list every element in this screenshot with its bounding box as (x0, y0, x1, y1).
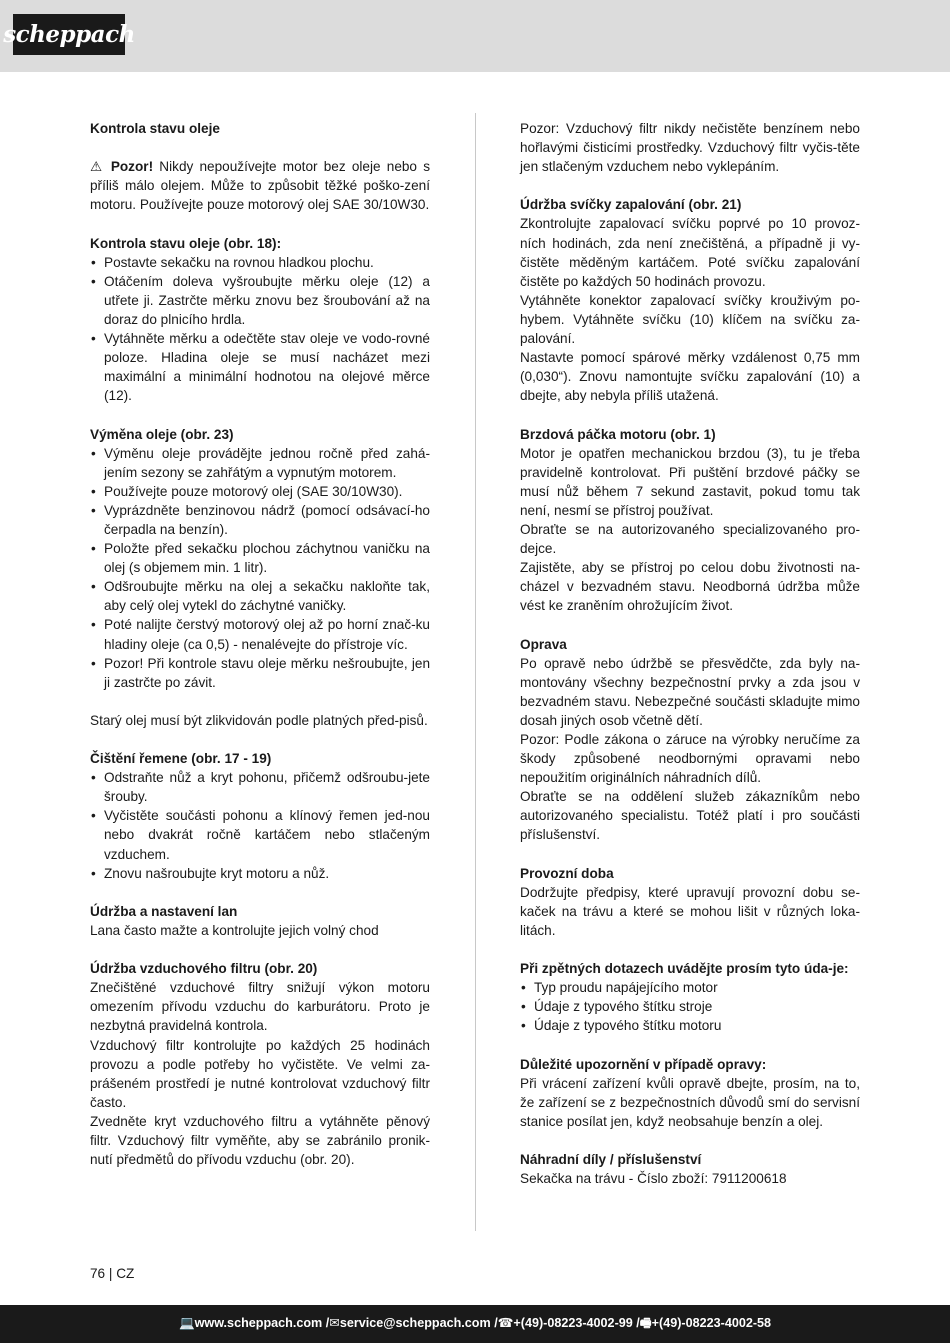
section-oil-check (90, 234, 430, 406)
list-item: • Otáčením doleva vyšroubujte měrku oleje (12) a utřete ji. Zastrčte měrku znovu bez šroubování až na doraz do plnicího hrdla. (90, 272, 430, 329)
footer-email[interactable]: service@scheppach.com / (339, 1316, 498, 1331)
scheppach-logo: scheppach (13, 14, 125, 55)
body-text: Při vrácení zařízení kvůli opravě dbejte, prosím, na to, že zařízení se z bezpečnostních důvodů smí do servisní stanice posílat jen, když neobsahuje benzín a olej. (520, 1075, 860, 1129)
body-text: Vytáhněte konektor zapalovací svíčky krouživým po-hybem. Vytáhněte svíčku (10) klíčem na svíčku za-palování. (520, 292, 860, 347)
fax-icon: 🖷 (639, 1316, 652, 1331)
bullet-list (90, 768, 430, 883)
body-text: Po opravě nebo údržbě se přesvědčte, zda byly na-montovány všechny bezpečnostní prvky a zda jsou v bezvadném stavu. Nebezpečné součásti skladujte mimo dosah jiných osob včetně dětí. (520, 655, 860, 728)
left-column (90, 119, 430, 1188)
body-text: Sekačka na trávu - Číslo zboží: 7911200618 (520, 1171, 787, 1187)
section-heading: Oprava (520, 636, 567, 652)
body-text: Pozor: Podle zákona o záruce na výrobky neručíme za škody způsobené neodbornými opravami nebo nepoužitím originálních náhradních dílů. (520, 732, 860, 786)
section-inquiries (520, 959, 860, 1035)
body-text: Vzduchový filtr kontrolujte po každých 25 hodinách provozu a podle potřeby ho vyčistěte. Ve velmi za-prášeném prostředí je nutné kontrolovat vzduchový filtr často. (90, 1037, 430, 1110)
body-text: Obraťte se na autorizovaného specializovaného pro-dejce. (520, 521, 860, 557)
section-oil-level (90, 119, 430, 138)
body-text: Pozor: Vzduchový filtr nikdy nečistěte benzínem nebo hořlavými čisticími prostředky. Vzduchový filtr vyčis-těte jen stlačeným vzduchem nebo vyklepáním. (520, 121, 860, 175)
section-heading: Provozní doba (520, 865, 614, 881)
page-number-value: 76 (90, 1266, 106, 1281)
bullet-list (90, 444, 430, 692)
section-heading: Náhradní díly / příslušenství (520, 1152, 702, 1168)
section-heading: Při zpětných dotazech uvádějte prosím tyto úda-je: (520, 961, 849, 977)
section-heading: Údržba a nastavení lan (90, 903, 238, 919)
list-item: • Odšroubujte měrku na olej a sekačku nakloňte tak, aby celý olej vytekl do záchytné vaničky. (90, 577, 430, 615)
section-heading: Brzdová páčka motoru (obr. 1) (520, 426, 716, 442)
header-band (0, 0, 950, 72)
section-heading: Kontrola stavu oleje (90, 121, 220, 136)
body-text: Nastavte pomocí spárové měrky vzdálenost 0,75 mm (0,030“). Znovu namontujte svíčku zapalování (10) a dbejte, aby nebyla příliš utažená. (520, 350, 860, 404)
body-text: Obraťte se na oddělení služeb zákazníkům nebo autorizovaného specialistu. Totéž platí i pro součásti příslušenství. (520, 789, 860, 843)
body-text: Znečištěné vzduchové filtry snižují výkon motoru omezením přívodu vzduchu do karburátoru. Proto je nezbytná pravidelná kontrola. (90, 980, 430, 1034)
warning-lead: Pozor! (110, 159, 154, 175)
right-column (520, 119, 860, 1207)
section-heading: Údržba vzduchového filtru (obr. 20) (90, 961, 318, 977)
list-item: • Znovu našroubujte kryt motoru a nůž. (90, 864, 430, 883)
section-brake-lever (520, 425, 860, 616)
body-text: Starý olej musí být zlikvidován podle platných před-pisů. (90, 712, 428, 728)
warning-paragraph (90, 157, 430, 214)
section-spare-parts (520, 1150, 860, 1188)
list-item: • Vytáhněte měrku a odečtěte stav oleje ve vodo-rovné poloze. Hladina oleje se musí nacházet mezi maximální a minimální hodnotou na olejové měrce (12). (90, 329, 430, 405)
section-operating-time (520, 864, 860, 940)
phone-icon: ☎ (497, 1316, 514, 1331)
list-item: • Výměnu oleje provádějte jednou ročně před zahá-jením sezony se zahřátým a vypnutým motorem. (90, 444, 430, 482)
section-oil-disposal (90, 711, 430, 730)
column-divider (475, 113, 476, 1231)
section-heading: Důležité upozornění v případě opravy: (520, 1056, 767, 1072)
footer-contact-bar (0, 1305, 950, 1343)
list-item: • Postavte sekačku na rovnou hladkou plochu. (90, 253, 430, 272)
bullet-list (520, 978, 860, 1035)
page-number-separator: | (108, 1266, 113, 1281)
section-oil-change (90, 425, 430, 692)
list-item: • Typ proudu napájejícího motor (520, 978, 860, 997)
warning-text: Nikdy nepoužívejte motor bez oleje nebo s příliš málo olejem. Může to způsobit těžké poško-zení motoru. Používejte pouze motorový olej SAE 30/10W30. (90, 159, 430, 213)
list-item: • Odstraňte nůž a kryt pohonu, přičemž odšroubu-jete šrouby. (90, 768, 430, 806)
list-item: • Pozor! Při kontrole stavu oleje měrku nešroubujte, jen ji zastrčte po závit. (90, 654, 430, 692)
computer-icon: 💻 (178, 1316, 195, 1331)
body-text: Lana často mažte a kontrolujte jejich volný chod (90, 922, 379, 938)
list-item: • Vyprázdněte benzinovou nádrž (pomocí odsávací-ho čerpadla na benzín). (90, 501, 430, 539)
footer-fax: +(49)-08223-4002-58 (651, 1316, 772, 1331)
section-repair (520, 635, 860, 845)
section-heading: Výměna oleje (obr. 23) (90, 426, 234, 442)
section-spark-plug (520, 195, 860, 405)
footer-website[interactable]: www.scheppach.com / (194, 1316, 330, 1331)
section-air-filter (90, 959, 430, 1169)
section-heading: Kontrola stavu oleje (obr. 18): (90, 235, 282, 251)
section-heading: Čištění řemene (obr. 17 - 19) (90, 751, 272, 767)
list-item: • Poté nalijte čerstvý motorový olej až po horní znač-ku hladiny oleje (ca 0,5) - nenalévejte do přístroje víc. (90, 615, 430, 653)
list-item: • Údaje z typového štítku stroje (520, 997, 860, 1016)
body-text: Zvedněte kryt vzduchového filtru a vytáhněte pěnový filtr. Vzduchový filtr vyměňte, aby se zabránilo pronik-nutí předmětů do přívodu vzduchu (obr. 20). (90, 1113, 430, 1168)
body-text: Zajistěte, aby se přístroj po celou dobu životnosti na-cházel v bezvadném stavu. Neodborná údržba může vést ke zraněním ohrožujícím život. (520, 560, 860, 614)
page-number (90, 1264, 134, 1283)
list-item: • Položte před sekačku plochou záchytnou vaničku na olej (s objemem min. 1 litr). (90, 539, 430, 577)
section-heading: Údržba svíčky zapalování (obr. 21) (520, 197, 742, 213)
warning-icon: ⚠ (90, 159, 105, 175)
section-air-filter-warning (520, 119, 860, 176)
list-item: • Vyčistěte součásti pohonu a klínový řemen jed-nou nebo dvakrát ročně kartáčem nebo stlačeným vzduchem. (90, 806, 430, 863)
body-text: Dodržujte předpisy, které upravují provozní dobu se-kaček na trávu a které se mohou lišit v různých loka-litách. (520, 884, 860, 938)
page-language: CZ (116, 1266, 135, 1281)
section-cable-maintenance (90, 902, 430, 940)
bullet-list (90, 253, 430, 406)
mail-icon: ✉ (329, 1316, 340, 1331)
section-repair-notice (520, 1055, 860, 1131)
section-belt-cleaning (90, 749, 430, 883)
body-text: Motor je opatřen mechanickou brzdou (3), tu je třeba pravidelně kontrolovat. Při puštění brzdové páčky se musí nůž během 7 sekund zastavit, pokud tomu tak není, nesmí se přístroj používat. (520, 445, 860, 518)
footer-phone: +(49)-08223-4002-99 / (513, 1316, 640, 1331)
body-text: Zkontrolujte zapalovací svíčku poprvé po 10 provoz-ních hodinách, zda není znečištěná, a případně ji vy-čistěte měděným kartáčem. Poté svíčku zapalování čistěte po každých 50 hodinách provozu. (520, 216, 860, 289)
list-item: • Údaje z typového štítku motoru (520, 1016, 860, 1035)
list-item: • Používejte pouze motorový olej (SAE 30/10W30). (90, 482, 430, 501)
